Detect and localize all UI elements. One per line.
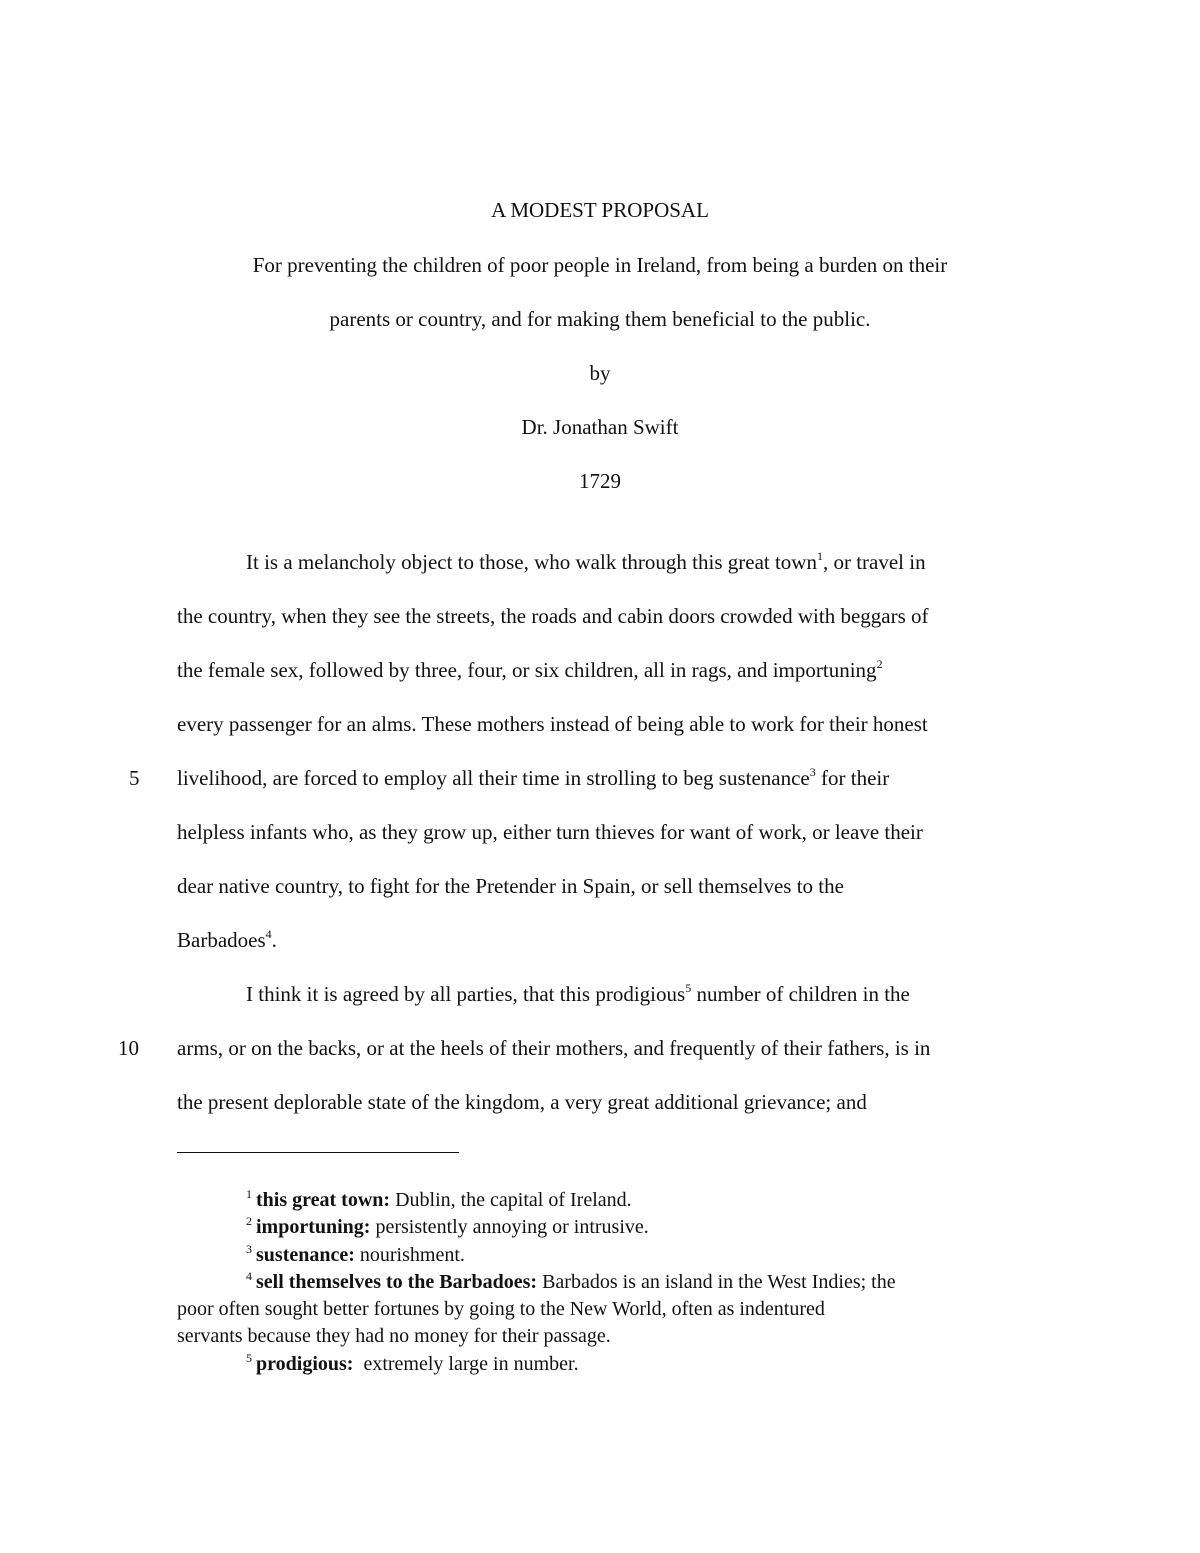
- body-line: Barbadoes$^4$.: [177, 927, 277, 952]
- byline-by: by: [589, 361, 611, 385]
- body-line: the present deplorable state of the kingdom, a very great additional grievance; and: [177, 1090, 867, 1114]
- footnote-ref: 5: [685, 981, 692, 995]
- footnote: $^4$ sell themselves to the Barbadoes: Barbados is an island in the West Indies; the: [246, 1269, 896, 1293]
- body-line: helpless infants who, as they grow up, either turn thieves for want of work, or leave their: [177, 820, 923, 844]
- footnote-ref: 4: [265, 927, 272, 941]
- body-line: livelihood, are forced to employ all their time in strolling to beg sustenance$^3$ for their: [177, 765, 890, 790]
- body-line: the female sex, followed by three, four, or six children, all in rags, and importuning$^2$: [177, 657, 883, 682]
- document-title: A MODEST PROPOSAL: [491, 198, 709, 222]
- line-number: 10: [118, 1036, 139, 1060]
- footnote: $^1$ this great town: Dublin, the capital of Ireland.: [246, 1187, 632, 1211]
- body-line: the country, when they see the streets, the roads and cabin doors crowded with beggars of: [177, 604, 929, 628]
- line-number: 5: [129, 766, 140, 790]
- body-line: I think it is agreed by all parties, that this prodigious$^5$ number of children in the: [246, 981, 910, 1006]
- footnote-continuation: poor often sought better fortunes by going to the New World, often as indentured: [177, 1298, 825, 1320]
- footnote-ref: 3: [809, 765, 816, 779]
- body-line: arms, or on the backs, or at the heels of their mothers, and frequently of their fathers, is in: [177, 1036, 931, 1060]
- footnote-ref: 2: [876, 657, 883, 671]
- author-name: Dr. Jonathan Swift: [521, 415, 679, 439]
- footnote: $^5$ prodigious: extremely large in number.: [246, 1351, 579, 1375]
- footnote-ref: 1: [816, 549, 823, 563]
- body-line: every passenger for an alms. These mothers instead of being able to work for their honest: [177, 712, 928, 736]
- footnote-continuation: servants because they had no money for their passage.: [177, 1325, 611, 1347]
- body-line: It is a melancholy object to those, who walk through this great town$^1$, or travel in: [246, 549, 926, 574]
- subtitle-line-1: For preventing the children of poor people in Ireland, from being a burden on their: [252, 253, 948, 277]
- publication-year: 1729: [579, 469, 621, 493]
- footnote: $^2$ importuning: persistently annoying or intrusive.: [246, 1214, 649, 1238]
- footnote-separator: [177, 1152, 459, 1153]
- subtitle-line-2: parents or country, and for making them beneficial to the public.: [329, 307, 871, 331]
- body-line: dear native country, to fight for the Pretender in Spain, or sell themselves to the: [177, 874, 844, 898]
- footnote: $^3$ sustenance: nourishment.: [246, 1242, 465, 1266]
